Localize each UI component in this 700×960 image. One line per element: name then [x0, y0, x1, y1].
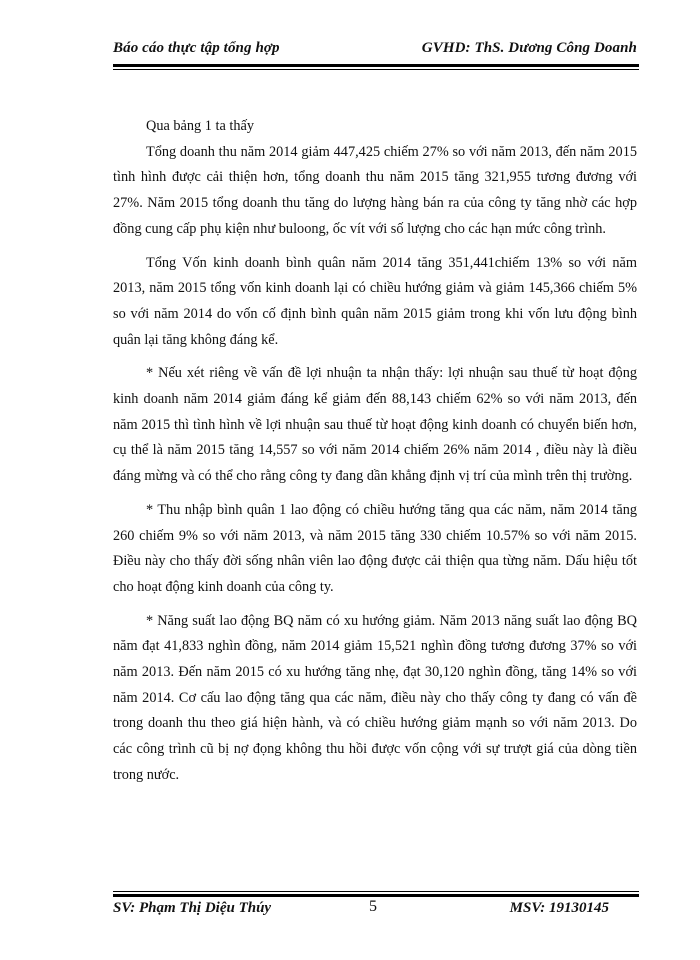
report-title: Báo cáo thực tập tổng hợp: [113, 40, 280, 56]
footer-divider: [113, 891, 639, 897]
paragraph-capital: Tổng Vốn kinh doanh bình quân năm 2014 tăng 351,441chiếm 13% so với năm 2013, năm 2015 tổng vốn kinh doanh lại có chiều hướng giảm và giảm 145,366 chiếm 5% so với năm 2014 do vốn cố định bình quân năm 2015 giảm trong khi vốn lưu động bình quân lại tăng không đáng kể.: [113, 254, 637, 348]
paragraph-intro: Qua bảng 1 ta thấy: [146, 118, 254, 134]
paragraph-revenue: Tổng doanh thu năm 2014 giảm 447,425 chiếm 27% so với năm 2013, đến năm 2015 tình hình được cải thiện hơn, tổng doanh thu năm 2015 tăng 321,955 tương đương với 27%. Năm 2015 tổng doanh thu tăng do lượng hàng bán ra của công ty tăng nhờ các hợp đồng cung cấp phụ kiện như buloong, ốc vít với số lượng cho các hạn mức công trình.: [113, 143, 637, 237]
student-name: SV: Phạm Thị Diệu Thúy: [113, 900, 272, 916]
advisor-name: GVHD: ThS. Dương Công Doanh: [421, 40, 637, 56]
header-divider: [113, 64, 639, 70]
paragraph-productivity: * Năng suất lao động BQ năm có xu hướng giảm. Năm 2013 năng suất lao động BQ năm đạt 41,833 nghìn đồng, năm 2014 giảm 15,521 nghìn đồng tương đương 37% so với năm 2013. Đến năm 2015 có xu hướng tăng nhẹ, đạt 30,120 nghìn đồng, tăng 14% so với năm 2014. Cơ cấu lao động tăng qua các năm, điều này cho thấy công ty đang có vấn đề trong doanh thu theo giá hiện hành, và có chiều hướng giảm mạnh so với năm 2013. Do các công trình cũ bị nợ đọng không thu hồi được vốn cộng với sự trượt giá của dòng tiền trong nước.: [113, 612, 637, 783]
page-header: [113, 40, 637, 57]
page-number: 5: [369, 898, 377, 915]
student-id: MSV: 19130145: [509, 900, 609, 916]
paragraph-profit: * Nếu xét riêng về vấn đề lợi nhuận ta nhận thấy: lợi nhuận sau thuế từ hoạt động kinh doanh năm 2014 giảm đáng kể giảm đến 88,143 chiếm 62% so với năm 2013, đến năm 2015 thì tình hình về lợi nhuận sau thuế từ hoạt động kinh doanh có chuyển biến hơn, cụ thể là năm 2015 tăng 14,557 so với năm 2014 chiếm 26% năm 2014 , điều này là điều đáng mừng và có thể cho rằng công ty đang dần khẳng định vị trí của mình trên thị trường.: [113, 365, 637, 485]
paragraph-income: * Thu nhập bình quân 1 lao động có chiều hướng tăng qua các năm, năm 2014 tăng 260 chiếm 9% so với năm 2013, và năm 2015 tăng 330 chiếm 10.57% so với năm 2015. Điều này cho thấy đời sống nhân viên lao động được cải thiện qua từng năm. Dấu hiệu tốt cho hoạt động kinh doanh của công ty.: [113, 501, 637, 595]
body-text: [113, 114, 637, 789]
